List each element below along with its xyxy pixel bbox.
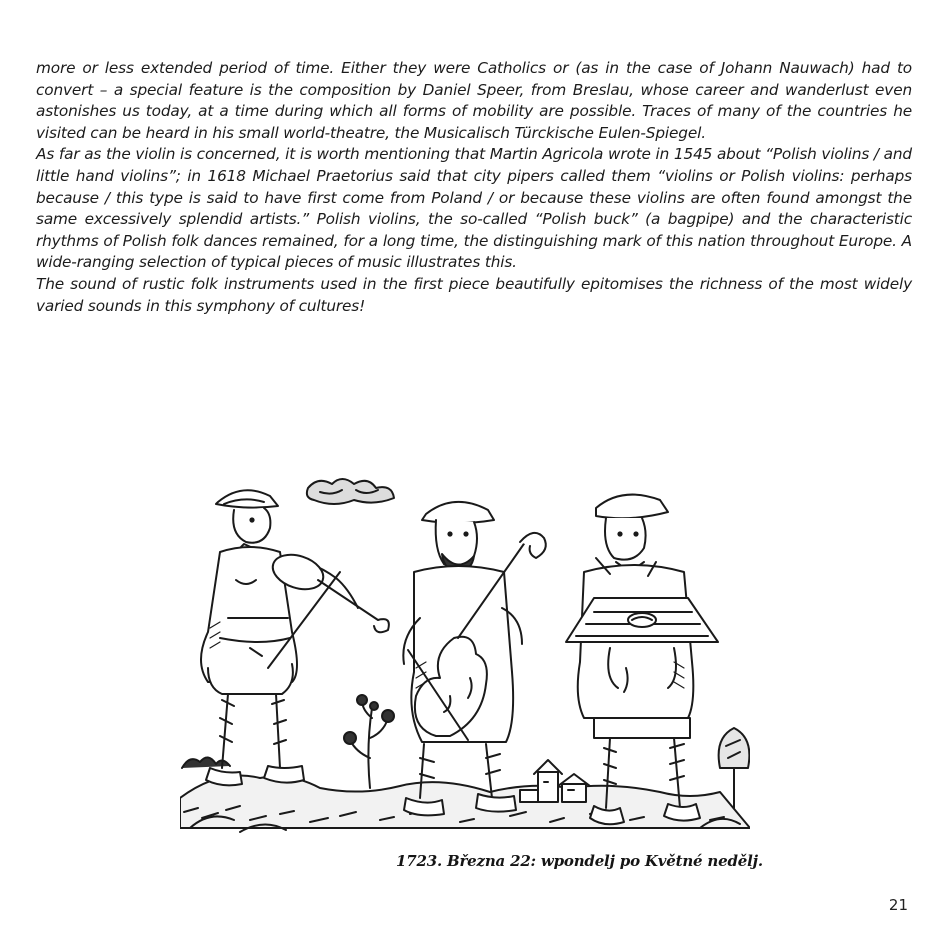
plant [344,695,394,788]
page-number: 21 [888,896,908,914]
cloud-ornament [307,479,394,504]
dulcimer-player-figure [566,495,718,825]
ground [180,757,750,832]
paragraph-1: more or less extended period of time. Either they were Catholics or (as in the case of Johann Nauwach) had to convert – a special feature is the composition by Daniel Speer, from Breslau, whose career and wanderlust even astonishes us today, at a time during which all forms of mobility are possible. Traces of many of the countries he visited can be heard in his small world-theatre, the Musicalisch Türckische Eulen-Spiegel. [36,59,912,142]
woodcut-musicians-image [180,468,763,878]
village [520,760,590,802]
body-text [36,58,912,317]
paragraph-2: As far as the violin is concerned, it is worth mentioning that Martin Agricola wrote in 1545 about “Polish violins / and little hand violins”; in 1618 Michael Praetorius said that city pipers called them “violins or Polish violins: perhaps because / this type is said to have first come from Poland / or because these violins are often found amongst the same excessively splendid artists.” Polish violins, the so-called “Polish buck” (a bagpipe) and the characteristic rhythms of Polish folk dances remained, for a long time, the distinguishing mark of this nation throughout Europe. A wide-ranging selection of typical pieces of music illustrates this. [36,145,912,272]
bass-viol-player-figure [403,502,545,815]
illustration-caption: 1723. Březnа 22: wpondelj po Květné nedělj. [396,852,763,870]
violinist-figure [201,490,389,785]
woodcut-illustration [180,468,763,878]
paragraph-3: The sound of rustic folk instruments used in the first piece beautifully epitomises the richness of the most widely varied sounds in this symphony of cultures! [36,274,912,315]
